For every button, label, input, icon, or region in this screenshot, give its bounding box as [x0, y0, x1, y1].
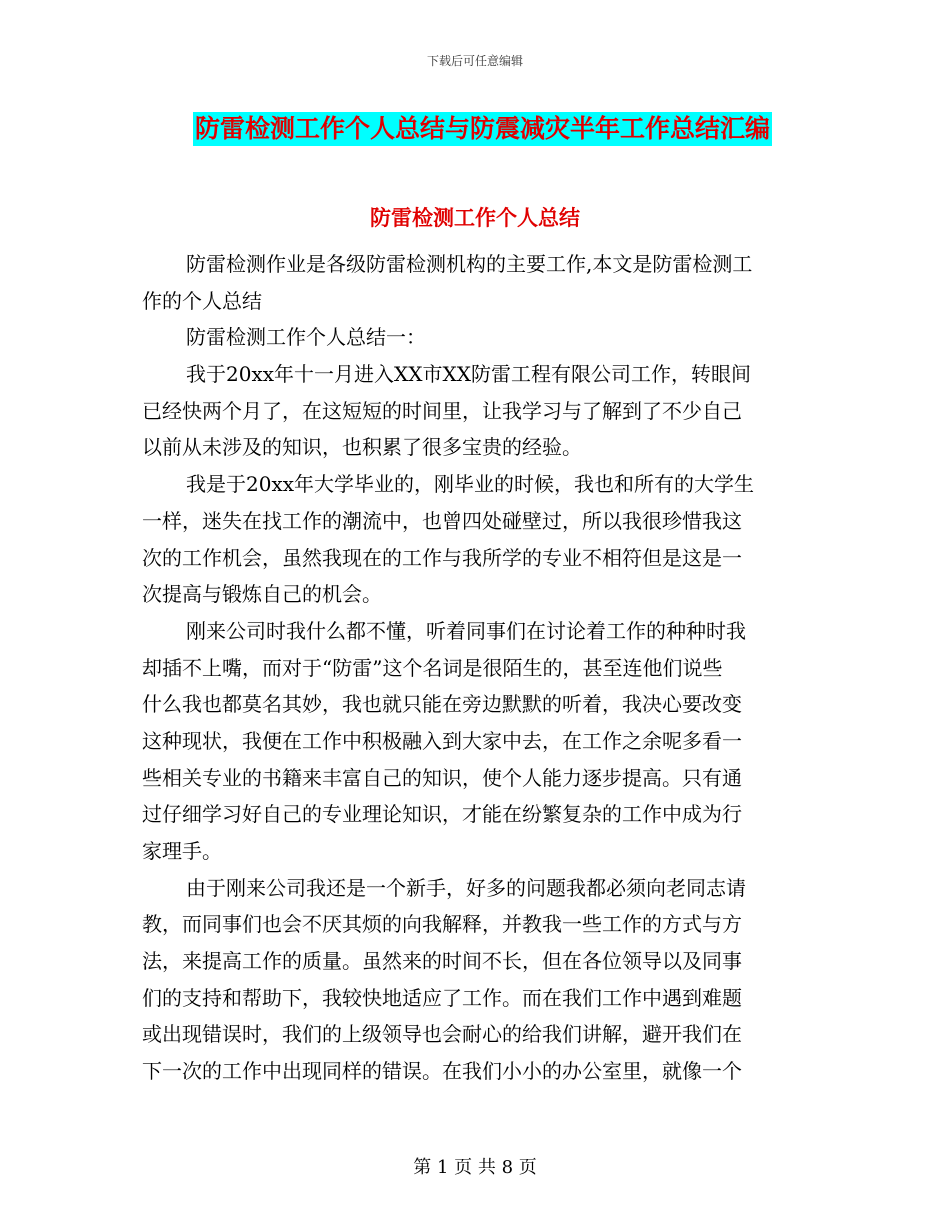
text-line: 教，而同事们也会不厌其烦的向我解释，并教我一些工作的方式与方 — [142, 912, 742, 937]
text-line: 法，来提高工作的质量。虽然来的时间不长，但在各位领导以及同事 — [142, 949, 742, 974]
section-title: 防雷检测工作个人总结 — [370, 206, 580, 230]
text-line: 们的支持和帮助下，我较快地适应了工作。而在我们工作中遇到难题 — [142, 985, 742, 1010]
page-footer: 第 1 页 共 8 页 — [413, 1157, 537, 1178]
text-line: 防雷检测作业是各级防雷检测机构的主要工作,本文是防雷检测工 — [186, 252, 753, 276]
text-line: 什么我也都莫名其妙，我也就只能在旁边默默的听着，我决心要改变 — [142, 692, 742, 717]
text-line: 却插不上嘴，而对于“防雷”这个名词是很陌生的，甚至连他们说些 — [142, 655, 723, 680]
text-line: 我于20xx年十一月进入XX市XX防雷工程有限公司工作，转眼间 — [186, 362, 751, 387]
text-line: 家理手。 — [142, 839, 222, 863]
text-line: 一样，迷失在找工作的潮流中，也曾四处碰壁过，所以我很珍惜我这 — [142, 508, 742, 533]
text-line: 次提高与锻炼自己的机会。 — [142, 582, 382, 607]
text-line: 已经快两个月了，在这短短的时间里，让我学习与了解到了不少自己 — [142, 398, 742, 423]
text-line: 下一次的工作中出现同样的错误。在我们小小的办公室里，就像一个 — [142, 1059, 742, 1084]
text-line: 刚来公司时我什么都不懂，听着同事们在讨论着工作的种种时我 — [186, 618, 746, 643]
text-line: 由于刚来公司我还是一个新手，好多的问题我都必须向老同志请 — [186, 875, 746, 900]
text-line: 些相关专业的书籍来丰富自己的知识，使个人能力逐步提高。只有通 — [142, 765, 742, 790]
text-line: 这种现状，我便在工作中积极融入到大家中去，在工作之余呢多看一 — [142, 728, 742, 753]
text-line: 或出现错误时，我们的上级领导也会耐心的给我们讲解，避开我们在 — [142, 1022, 742, 1047]
document-title: 防雷检测工作个人总结与防震减灾半年工作总结汇编 — [193, 112, 772, 146]
text-line: 以前从未涉及的知识，也积累了很多宝贵的经验。 — [142, 435, 582, 460]
text-line: 我是于20xx年大学毕业的，刚毕业的时候，我也和所有的大学生 — [186, 472, 755, 497]
text-line: 防雷检测工作个人总结一： — [186, 325, 426, 350]
page-header-note: 下载后可任意编辑 — [426, 54, 523, 68]
text-line: 过仔细学习好自己的专业理论知识，才能在纷繁复杂的工作中成为行 — [142, 802, 742, 827]
text-line: 次的工作机会，虽然我现在的工作与我所学的专业不相符但是这是一 — [142, 545, 742, 570]
text-line: 作的个人总结 — [142, 288, 262, 313]
body-text — [142, 246, 807, 1090]
